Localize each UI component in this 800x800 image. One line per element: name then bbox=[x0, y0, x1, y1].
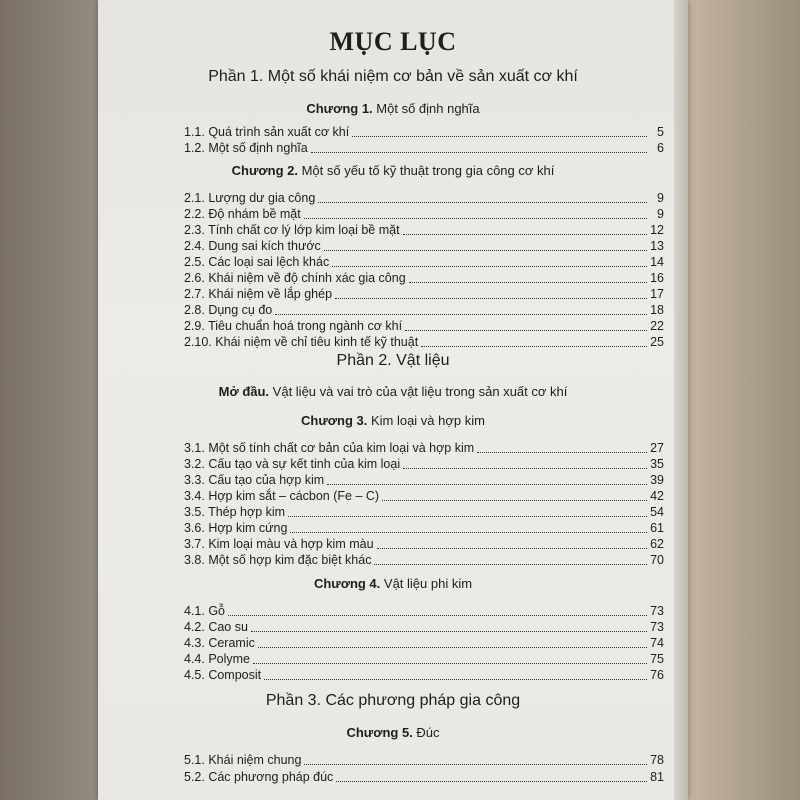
intro-heading: Mở đầu. Vật liệu và vai trò của vật liệu trong sản xuất cơ khí bbox=[218, 384, 568, 399]
chapter-heading-3: Chương 3. Kim loại và hợp kim bbox=[301, 413, 485, 428]
toc-entry[interactable]: 2.8. Dụng cụ đo 18 bbox=[184, 303, 664, 317]
part-heading-3: Phần 3. Các phương pháp gia công bbox=[265, 692, 521, 709]
page-binding bbox=[674, 0, 688, 800]
chapter-heading-5: Chương 5. Đúc bbox=[346, 725, 440, 740]
chapter-heading-2: Chương 2. Một số yếu tố kỹ thuật trong gia công cơ khí bbox=[231, 163, 555, 178]
toc-entry[interactable]: 5.2. Các phương pháp đúc 81 bbox=[184, 770, 664, 784]
chapter-heading-4: Chương 4. Vật liệu phi kim bbox=[313, 576, 473, 591]
book-page bbox=[98, 0, 688, 800]
toc-entry[interactable]: 2.4. Dung sai kích thước 13 bbox=[184, 239, 664, 253]
toc-entry[interactable]: 3.5. Thép hợp kim 54 bbox=[184, 505, 664, 519]
toc-entry[interactable]: 2.9. Tiêu chuẩn hoá trong ngành cơ khí 22 bbox=[184, 319, 664, 333]
toc-entry[interactable]: 3.2. Cấu tạo và sự kết tinh của kim loại 35 bbox=[184, 457, 664, 471]
toc-entry[interactable]: 1.1. Quá trình sản xuất cơ khí 5 bbox=[184, 125, 664, 139]
part-heading-2: Phần 2. Vật liệu bbox=[336, 352, 450, 369]
toc-entry[interactable]: 2.10. Khái niệm về chỉ tiêu kinh tế kỹ thuật 25 bbox=[184, 335, 664, 349]
toc-entry[interactable]: 4.2. Cao su 73 bbox=[184, 620, 664, 634]
toc-entry[interactable]: 3.7. Kim loại màu và hợp kim màu 62 bbox=[184, 537, 664, 551]
toc-entry[interactable]: 2.3. Tính chất cơ lý lớp kim loại bề mặt 12 bbox=[184, 223, 664, 237]
toc-entry[interactable]: 2.7. Khái niệm về lắp ghép 17 bbox=[184, 287, 664, 301]
toc-entry[interactable]: 3.3. Cấu tạo của hợp kim 39 bbox=[184, 473, 664, 487]
toc-entry[interactable]: 4.1. Gỗ 73 bbox=[184, 604, 664, 618]
toc-entry[interactable]: 3.8. Một số hợp kim đặc biệt khác 70 bbox=[184, 553, 664, 567]
toc-entry[interactable]: 1.2. Một số định nghĩa 6 bbox=[184, 141, 664, 155]
toc-entry[interactable]: 2.5. Các loại sai lệch khác 14 bbox=[184, 255, 664, 269]
toc-entry[interactable]: 4.3. Ceramic 74 bbox=[184, 636, 664, 650]
toc-entry[interactable]: 3.1. Một số tính chất cơ bản của kim loại và hợp kim 27 bbox=[184, 441, 664, 455]
page-title: MỤC LỤC bbox=[329, 27, 457, 56]
chapter-heading-1: Chương 1. Một số định nghĩa bbox=[306, 101, 480, 116]
toc-entry[interactable]: 2.2. Độ nhám bề mặt 9 bbox=[184, 207, 664, 221]
background-left bbox=[0, 0, 110, 800]
toc-entry[interactable]: 2.6. Khái niệm về độ chính xác gia công 16 bbox=[184, 271, 664, 285]
toc-entry[interactable]: 4.4. Polyme 75 bbox=[184, 652, 664, 666]
toc-entry[interactable]: 3.6. Hợp kim cứng 61 bbox=[184, 521, 664, 535]
toc-entry[interactable]: 3.4. Hợp kim sắt – cácbon (Fe – C) 42 bbox=[184, 489, 664, 503]
toc-entry[interactable]: 5.1. Khái niệm chung 78 bbox=[184, 753, 664, 767]
toc-entry[interactable]: 2.1. Lượng dư gia công 9 bbox=[184, 191, 664, 205]
part-heading-1: Phần 1. Một số khái niệm cơ bản về sản xuất cơ khí bbox=[208, 68, 578, 85]
toc-entry[interactable]: 4.5. Composit 76 bbox=[184, 668, 664, 682]
